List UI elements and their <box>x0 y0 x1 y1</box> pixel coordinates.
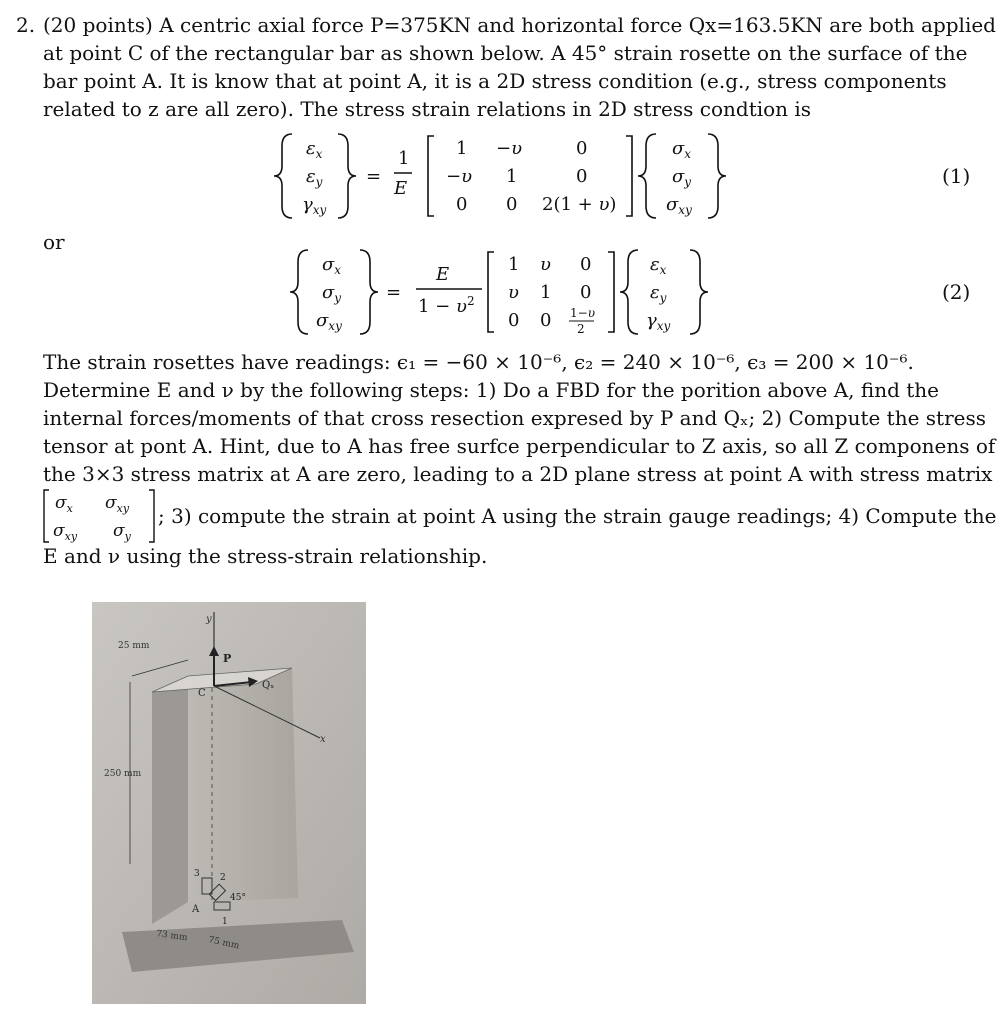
steps-line-3: tensor at pont A. Hint, due to A has free surfce perpendicular to Z axis, so all Z componens of <box>43 434 996 458</box>
svg-text:0: 0 <box>576 166 588 187</box>
matrix-tail-text <box>158 502 997 530</box>
y-axis-label: y <box>206 614 212 625</box>
svg-text:0: 0 <box>580 282 592 303</box>
dim-25mm-label: 25 mm <box>118 641 150 651</box>
steps-line-1: Determine E and ν by the following steps: 1) Do a FBD for the porition above A, find the <box>43 378 939 402</box>
svg-text:1: 1 <box>540 282 552 303</box>
dim-73mm-label: 73 mm <box>155 929 189 944</box>
svg-text:0: 0 <box>576 138 588 159</box>
svg-text:σy: $\sigma_y$ <box>672 166 692 189</box>
final-line-wrapper <box>43 542 973 570</box>
gauge-label-3: 3 <box>194 869 200 879</box>
or-label: or <box>43 230 65 254</box>
svg-text:γxy: $\gamma_{xy}$ <box>646 310 671 333</box>
svg-text:υ: υ <box>540 254 551 275</box>
svg-text:1: 1 <box>456 138 468 159</box>
svg-text:1: 1 <box>398 148 410 169</box>
dim-250mm-label: 250 mm <box>104 769 142 779</box>
svg-text:σx: $\sigma_x$ <box>322 254 342 277</box>
force-q-label: Qₓ <box>262 680 275 691</box>
intro-line-1: (20 points) A centric axial force P=375KN and horizontal force Qx=163.5KN are both applied <box>43 13 996 37</box>
svg-text:0: 0 <box>580 254 592 275</box>
svg-text:εy: $\varepsilon_y$ <box>650 282 667 305</box>
equation-1 <box>270 128 750 224</box>
svg-text:0: 0 <box>540 310 552 331</box>
svg-text:−υ: −υ <box>496 138 523 159</box>
svg-text:1 − υ2: $1 - \upsilon^2$ <box>418 294 475 317</box>
equation-1-number: (1) <box>942 164 971 188</box>
readings-line: The strain rosettes have readings: ϵ₁ = −60 × 10⁻⁶, ϵ₂ = 240 × 10⁻⁶, ϵ₃ = 200 × 10⁻⁶. <box>43 350 914 374</box>
x-axis-label: x <box>320 734 326 745</box>
svg-text:2: 2 <box>577 322 585 336</box>
svg-text:0: 0 <box>456 194 468 215</box>
svg-text:σx: $\sigma_x$ <box>55 493 73 515</box>
bar-figure <box>92 602 366 1004</box>
problem-number: 2. <box>16 13 36 37</box>
final-line: E and ν using the stress-strain relationship. <box>43 544 488 568</box>
intro-paragraph <box>43 11 996 123</box>
equation-2-number: (2) <box>942 280 971 304</box>
svg-text:εy: $\varepsilon_y$ <box>306 166 323 189</box>
stress-matrix <box>43 488 163 544</box>
svg-text:1−υ: 1−υ <box>570 306 595 320</box>
svg-text:0: 0 <box>508 310 520 331</box>
intro-line-4: related to z are all zero). The stress strain relations in 2D stress condtion is <box>43 97 812 121</box>
matrix-tail-line: ; 3) compute the strain at point A using the strain gauge readings; 4) Compute the <box>158 504 997 528</box>
svg-text:γxy: $\gamma_{xy}$ <box>302 194 327 217</box>
intro-line-3: bar point A. It is know that at point A, it is a 2D stress condition (e.g., stress components <box>43 69 947 93</box>
bar-side-face <box>152 676 188 924</box>
svg-text:σxy: $\sigma_{xy}$ <box>105 493 130 515</box>
svg-text:0: 0 <box>506 194 518 215</box>
svg-text:εx: $\varepsilon_x$ <box>650 254 667 277</box>
svg-text:σx: $\sigma_x$ <box>672 138 692 161</box>
svg-text:1: 1 <box>508 254 520 275</box>
svg-text:σxy: $\sigma_{xy}$ <box>666 194 692 217</box>
dim-75mm-label: 75 mm <box>207 935 241 952</box>
svg-text:σxy: $\sigma_{xy}$ <box>53 521 78 543</box>
steps-paragraph <box>43 348 996 488</box>
gauge-label-1: 1 <box>222 917 228 927</box>
svg-text:σxy: $\sigma_{xy}$ <box>316 310 342 333</box>
bar-front-face <box>188 668 298 902</box>
svg-text:εx: $\varepsilon_x$ <box>306 138 323 161</box>
force-p-label: P <box>223 652 232 665</box>
svg-text:=: = <box>386 282 402 303</box>
svg-text:E: E <box>394 178 408 199</box>
steps-line-2: internal forces/moments of that cross resection expresed by P and Qₓ; 2) Compute the stress <box>43 406 987 430</box>
intro-line-2: at point C of the rectangular bar as shown below. A 45° strain rosette on the surface of the <box>43 41 968 65</box>
svg-text:=: = <box>366 166 382 187</box>
steps-line-4: the 3×3 stress matrix at A are zero, leading to a 2D plane stress at point A with stress matrix <box>43 462 993 486</box>
angle-label: 45° <box>230 893 246 903</box>
equation-2 <box>286 244 726 340</box>
svg-text:E: E <box>436 264 450 285</box>
svg-text:σy: $\sigma_y$ <box>113 521 131 543</box>
gauge-label-2: 2 <box>220 873 226 883</box>
svg-text:υ: υ <box>508 282 519 303</box>
svg-text:−υ: −υ <box>446 166 473 187</box>
point-c-label: C <box>198 688 206 699</box>
svg-text:2(1 + υ): 2(1 + υ) <box>542 194 617 215</box>
point-a-label: A <box>192 904 200 915</box>
svg-text:σy: $\sigma_y$ <box>322 282 342 305</box>
svg-text:1: 1 <box>506 166 518 187</box>
